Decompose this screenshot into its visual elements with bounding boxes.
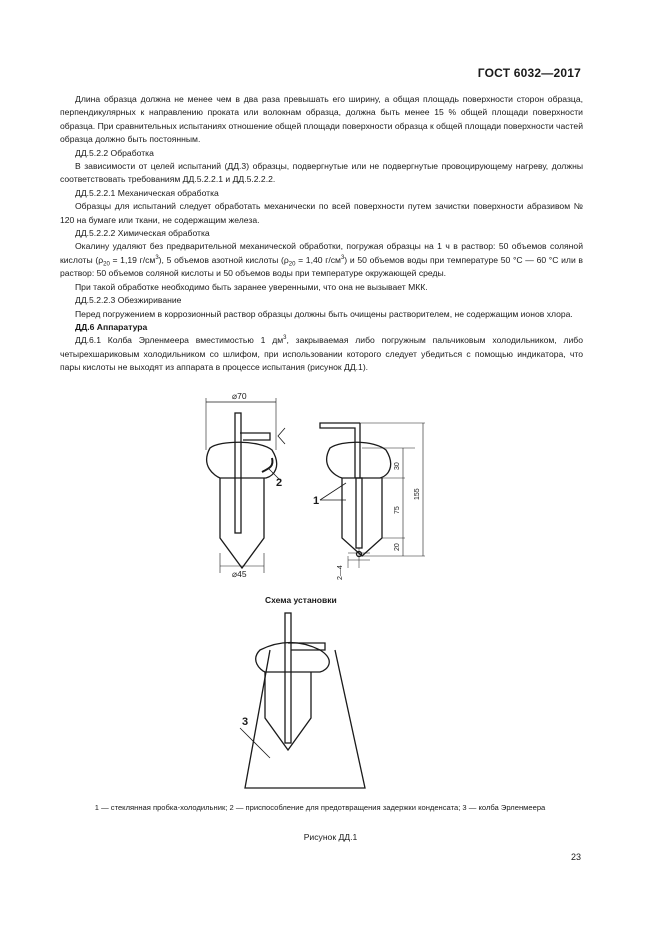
dim-upper: 30 [394, 462, 401, 470]
figure-drawing [170, 388, 490, 808]
subsection-heading: ДД.5.2.2.1 Механическая обработка [75, 187, 219, 198]
standard-header: ГОСТ 6032—2017 [477, 66, 581, 80]
dim-top: ⌀70 [232, 391, 247, 401]
document-body [60, 93, 583, 375]
cold-finger-right [320, 423, 425, 568]
paragraph: Образцы для испытаний следует обработать механически по всей поверхности путем зачистки поверхности абразивом № 120 на бумаге или ткани, не содержащим железа. [60, 201, 583, 225]
dim-tip: 2—4 [337, 565, 344, 580]
paragraph-chemical: Окалину удаляют без предварительной механической обработки, погружая образцы на 1 ч в раствор: 50 объемов соляной кислоты ($\rho_{20} = 1,19$ $г/см^3$), 5 объемов азотной кислоты ($\rho_{20} = 1,40$ $г/см^3$) и 50 объемов воды при температуре 50 °С — 60 °С или в раствор: 50 объемов соляной кислоты и 50 объемов воды при температуре окружающей среды. [60, 241, 583, 279]
dim-total: 155 [414, 488, 421, 500]
setup-title: Схема установки [265, 595, 337, 605]
setup-diagram [240, 613, 365, 788]
dim-lower: 20 [394, 543, 401, 551]
dim-bottom: ⌀45 [232, 569, 247, 579]
paragraph: Перед погружением в коррозионный раствор образцы должны быть очищены растворителем, не содержащим ионов хлора. [75, 308, 573, 319]
paragraph-apparatus: ДД.6.1 Колба Эрленмеера вместимостью 1 $дм^3$, закрываемая либо погружным пальчиковым холодильником, либо четырехшариковым холодильником со шлифом, при использовании которого следует убедиться с помощью индикатора, что пары кислоты не выходят из аппарата в процессе испытания (рисунок ДД.1). [60, 335, 583, 373]
label-1: 1 [313, 495, 320, 507]
subsection-heading: ДД.5.2.2.2 Химическая обработка [75, 228, 210, 239]
subsection-heading: ДД.5.2.2.3 Обезжиривание [75, 295, 182, 306]
dim-middle: 75 [394, 506, 401, 514]
paragraph: При такой обработке необходимо быть заранее уверенными, что она не вызывает МКК. [75, 281, 428, 292]
figure-apparatus [170, 388, 490, 808]
paragraph: Длина образца должна не менее чем в два раза превышать его ширину, а общая площадь поверхности сторон образца, перпендикулярных к направлению проката или волокнам образца, должна быть менее 15 % общей площади поверхности образца. При сравнительных испытаниях отношение общей площади поверхности образца к общей площади поверхности частей образца должно быть постоянным. [60, 94, 584, 145]
figure-title: Рисунок ДД.1 [303, 832, 358, 842]
page-number: 23 [570, 852, 581, 862]
label-2: 2 [276, 477, 283, 489]
section-heading: ДД.6 Аппаратура [75, 321, 148, 332]
label-3: 3 [242, 716, 249, 728]
paragraph: В зависимости от целей испытаний (ДД.3) образцы, подвергнутые или не подвергнутые провоцирующему нагреву, должны соответствовать требованиям ДД.5.2.2.1 и ДД.5.2.2.2. [60, 161, 583, 185]
figure-caption: 1 — стеклянная пробка-холодильник; 2 — приспособление для предотвращения задержки конденсата; 3 — колба Эрленмеера [94, 803, 546, 812]
cold-finger-left [206, 398, 285, 573]
subsection-heading: ДД.5.2.2 Обработка [75, 147, 154, 158]
